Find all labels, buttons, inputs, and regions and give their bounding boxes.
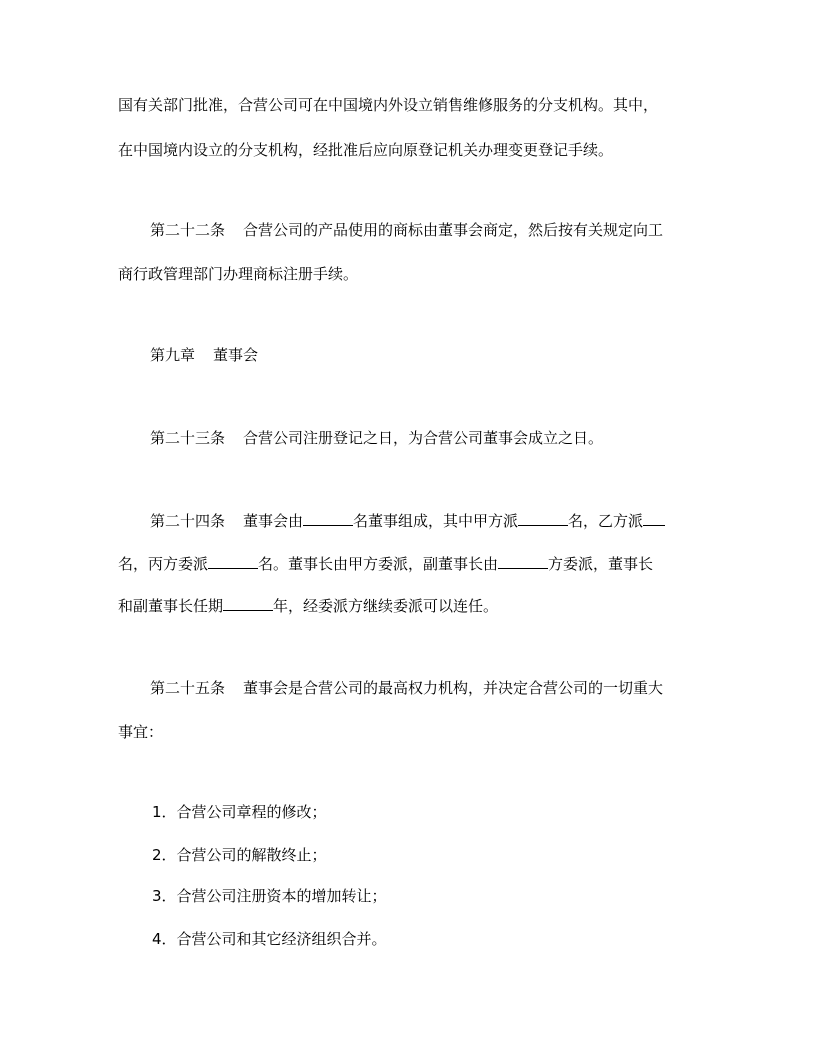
- fill-in-blank: [643, 511, 665, 526]
- article-23-line-1: [150, 428, 603, 448]
- list-item: 1．合营公司章程的修改；: [152, 803, 327, 821]
- fill-in-blank: [498, 554, 548, 569]
- paragraph-line: 在中国境内设立的分支机构，经批准后应向原登记机关办理变更登记手续。: [118, 141, 614, 159]
- article-text: 合营公司注册登记之日，为合营公司董事会成立之日。: [243, 429, 604, 447]
- article-22-line-2: 商行政管理部门办理商标注册手续。: [118, 265, 359, 283]
- chapter-heading: [150, 345, 258, 365]
- article-number: 第二十二条: [150, 221, 226, 239]
- article-text: 合营公司的产品使用的商标由董事会商定，然后按有关规定向工: [243, 221, 664, 239]
- list-item: 3．合营公司注册资本的增加转让；: [152, 887, 387, 905]
- article-24-line-3: [118, 596, 498, 616]
- article-text: 名董事组成，其中甲方派: [353, 512, 519, 530]
- fill-in-blank: [223, 596, 273, 611]
- article-25-line-2: 事宜：: [118, 723, 164, 741]
- fill-in-blank: [208, 554, 258, 569]
- article-text: 名，丙方委派: [118, 555, 209, 573]
- article-24-line-2: [118, 554, 653, 574]
- list-item: 4．合营公司和其它经济组织合并。: [152, 930, 387, 948]
- fill-in-blank: [518, 511, 568, 526]
- article-text: 和副董事长任期: [118, 597, 224, 615]
- list-item: 2．合营公司的解散终止；: [152, 846, 327, 864]
- fill-in-blank: [303, 511, 353, 526]
- article-text: 名。董事长由甲方委派，副董事长由: [258, 555, 499, 573]
- article-text: 董事会由: [243, 512, 304, 530]
- article-text: 名，乙方派: [568, 512, 644, 530]
- paragraph-line: 国有关部门批准，合营公司可在中国境内外设立销售维修服务的分支机构。其中，: [118, 96, 659, 114]
- article-text: 方委派，董事长: [548, 555, 654, 573]
- article-number: 第二十四条: [150, 512, 226, 530]
- article-22-line-1: [150, 220, 663, 240]
- article-text: 董事会是合营公司的最高权力机构，并决定合营公司的一切重大: [243, 679, 664, 697]
- article-number: 第二十五条: [150, 679, 226, 697]
- chapter-title: 董事会: [213, 346, 259, 364]
- article-text: 年，经委派方继续委派可以连任。: [273, 597, 499, 615]
- article-number: 第二十三条: [150, 429, 226, 447]
- chapter-number: 第九章: [150, 346, 196, 364]
- article-24-line-1: [150, 511, 665, 531]
- article-25-line-1: [150, 678, 663, 698]
